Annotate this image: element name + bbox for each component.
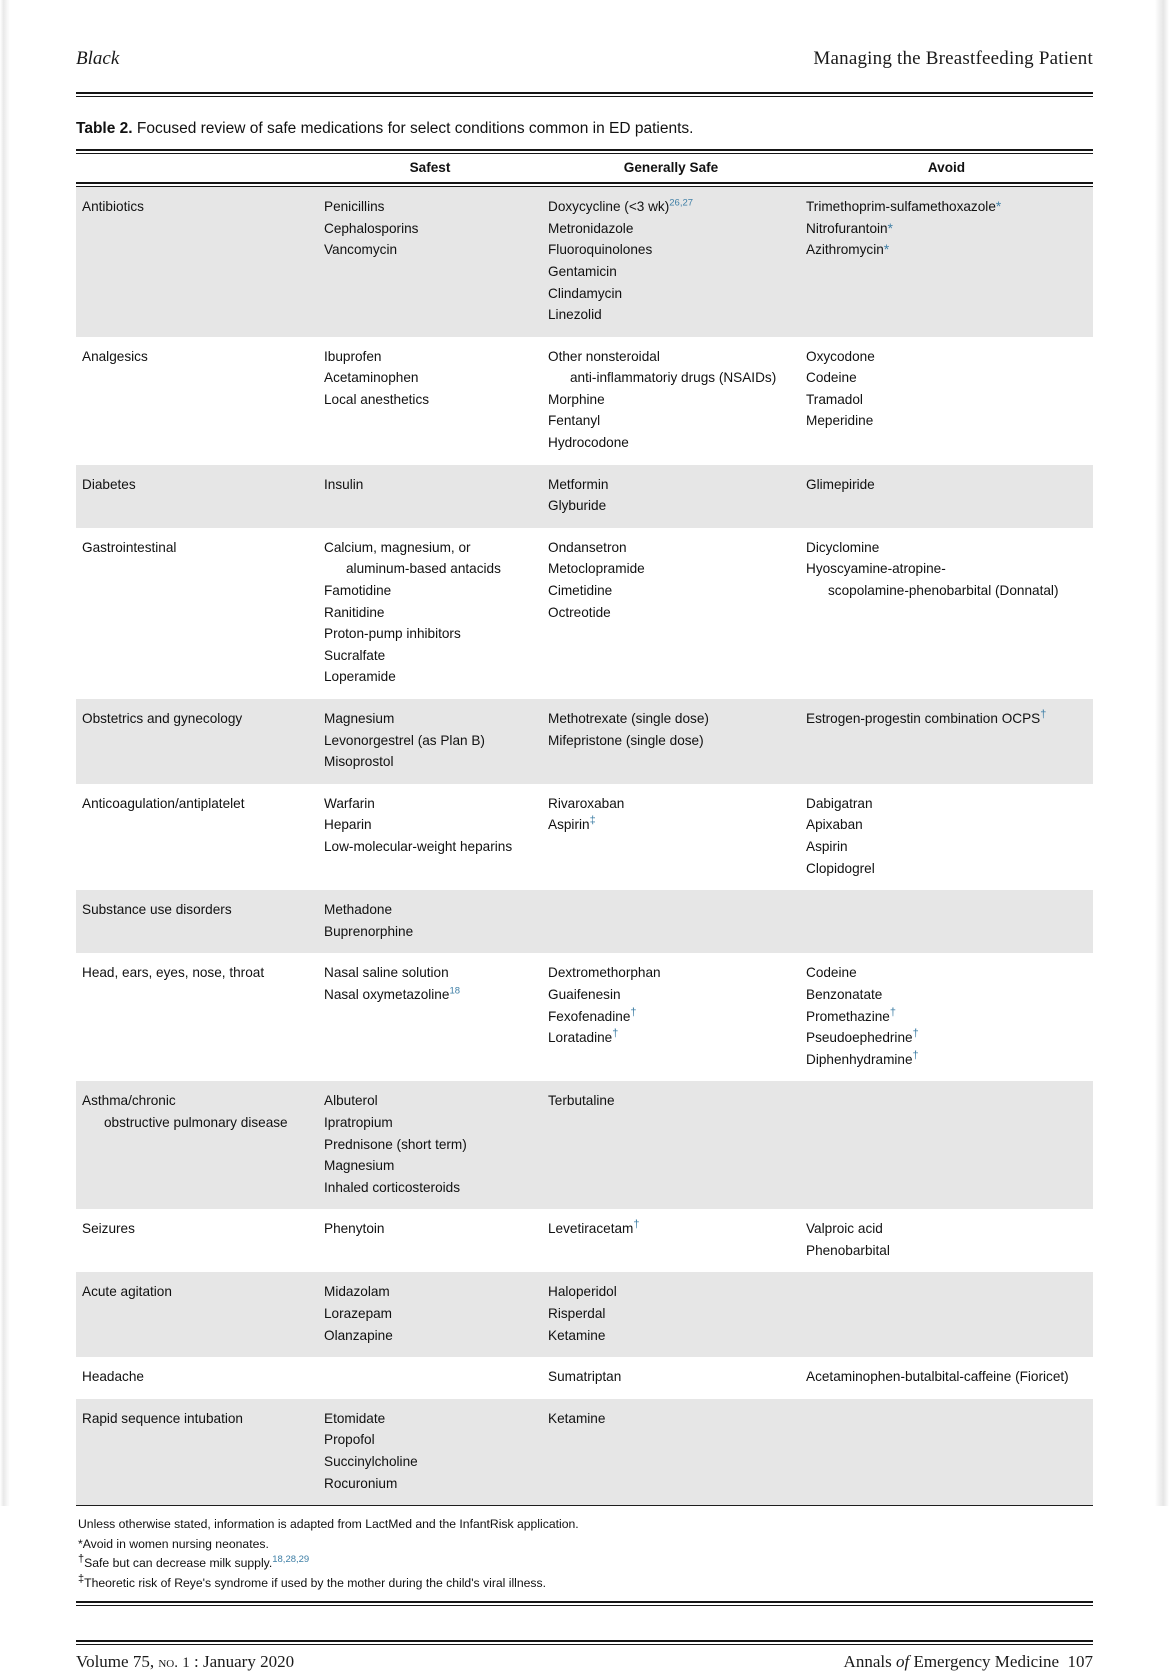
medication-item: Loperamide <box>324 669 396 685</box>
medication-item: Levonorgestrel (as Plan B) <box>324 732 485 748</box>
medication-item: Phenobarbital <box>806 1242 890 1258</box>
footnote-marker: * <box>887 220 893 236</box>
medication-item: Midazolam <box>324 1284 390 1300</box>
footnote-marker: † <box>612 1027 619 1040</box>
avoid-cell <box>800 1209 1093 1272</box>
medication-item: Loratadine† <box>548 1027 619 1046</box>
medication-item: Ketamine <box>548 1410 606 1426</box>
table-row <box>76 953 1093 1081</box>
avoid-cell <box>800 1081 1093 1209</box>
medication-item: Vancomycin <box>324 242 398 258</box>
medication-item: Rivaroxaban <box>548 795 625 811</box>
medication-item: Guaifenesin <box>548 986 621 1002</box>
safest-cell <box>318 784 542 890</box>
medication-item: Cimetidine <box>548 583 613 599</box>
table-row <box>76 1209 1093 1272</box>
journal-name-of: of <box>895 1652 910 1672</box>
medication-item: Terbutaline <box>548 1093 615 1109</box>
medication-item: Low-molecular-weight heparins <box>324 838 513 854</box>
condition-label: Antibiotics <box>82 199 144 215</box>
footer-date: January 2020 <box>202 1652 295 1672</box>
safest-cell <box>318 1357 542 1399</box>
medication-item: Glimepiride <box>806 476 875 492</box>
condition-cell <box>76 784 318 890</box>
running-head-author: Black <box>76 48 120 69</box>
table-row <box>76 187 1093 337</box>
footer-separator: : <box>193 1652 199 1672</box>
table-row <box>76 465 1093 528</box>
footnote-doubledagger-text: Theoretic risk of Reye's syndrome if used by the mother during the child's viral illness. <box>84 1575 547 1590</box>
medications-table <box>76 154 1093 182</box>
avoid-cell <box>800 1399 1093 1505</box>
running-head <box>76 48 1093 92</box>
medication-item: Inhaled corticosteroids <box>324 1179 461 1195</box>
medication-item: Codeine <box>806 965 857 981</box>
medication-item: Octreotide <box>548 604 611 620</box>
safest-cell <box>318 1272 542 1357</box>
column-header-safest: Safest <box>409 160 451 176</box>
avoid-cell <box>800 890 1093 953</box>
medication-item: Ranitidine <box>324 604 385 620</box>
condition-label: Anticoagulation/antiplatelet <box>82 795 245 811</box>
footnote-marker: † <box>630 1006 637 1019</box>
condition-cell <box>76 465 318 528</box>
issue-number: 1 <box>182 1655 190 1672</box>
table-caption-text: Focused review of safe medications for select conditions common in ED patients. <box>136 120 694 137</box>
footnote-marker: † <box>1040 708 1047 721</box>
medication-item: Trimethoprim-sulfamethoxazole* <box>806 199 1002 215</box>
footnote-marker: † <box>912 1049 919 1062</box>
medication-item: Fexofenadine† <box>548 1006 637 1024</box>
safest-cell <box>318 953 542 1081</box>
medication-item: Other nonsteroidal <box>548 348 660 364</box>
medication-item: Doxycycline (<3 wk)$^{26,27}$ <box>548 197 694 215</box>
medication-item: Mifepristone (single dose) <box>548 732 704 748</box>
condition-label-cont: obstructive pulmonary disease <box>104 1114 288 1130</box>
medication-item: Levetiracetam† <box>548 1218 640 1237</box>
avoid-cell <box>800 1272 1093 1357</box>
footnote-asterisk-symbol: * <box>78 1536 83 1551</box>
condition-label: Gastrointestinal <box>82 539 177 555</box>
footnote-dagger <box>78 1554 1093 1574</box>
avoid-cell <box>800 953 1093 1081</box>
medication-item: Ibuprofen <box>324 348 382 364</box>
generally-safe-cell <box>542 784 800 890</box>
medication-item: Acetaminophen-butalbital-caffeine (Fioricet) <box>806 1369 1069 1385</box>
reference-superscript: 18 <box>449 985 461 997</box>
table-row <box>76 784 1093 890</box>
condition-label: Analgesics <box>82 348 148 364</box>
medication-item: Etomidate <box>324 1410 386 1426</box>
condition-label: Diabetes <box>82 476 136 492</box>
avoid-cell <box>800 784 1093 890</box>
table-row <box>76 528 1093 699</box>
generally-safe-cell <box>542 1272 800 1357</box>
volume-number: 75, <box>132 1652 155 1672</box>
condition-label: Seizures <box>82 1221 135 1237</box>
footnote-source: Unless otherwise stated, information is adapted from LactMed and the InfantRisk application. <box>78 1517 579 1532</box>
medication-item: Metronidazole <box>548 220 634 236</box>
medication-item: Azithromycin* <box>806 242 890 258</box>
medication-item: Acetaminophen <box>324 370 419 386</box>
medication-item: Fluoroquinolones <box>548 242 653 258</box>
medication-item: Ipratropium <box>324 1114 393 1130</box>
medication-item: Proton-pump inhibitors <box>324 626 461 642</box>
table-body <box>76 187 1093 1505</box>
medication-item: Gentamicin <box>548 263 617 279</box>
table-row <box>76 1272 1093 1357</box>
footnote-dagger-refs: 18,28,29 <box>272 1554 310 1566</box>
condition-cell <box>76 528 318 699</box>
journal-name-part2: Emergency Medicine <box>913 1652 1059 1672</box>
medication-item: Metoclopramide <box>548 561 645 577</box>
condition-cell <box>76 890 318 953</box>
medication-item: anti-inflammatoriy drugs (NSAIDs) <box>570 370 777 386</box>
column-header-avoid: Avoid <box>927 160 966 176</box>
footnote-marker: † <box>912 1027 919 1040</box>
medication-item: Albuterol <box>324 1093 378 1109</box>
generally-safe-cell <box>542 1209 800 1272</box>
medication-item: Promethazine† <box>806 1006 896 1024</box>
generally-safe-cell <box>542 953 800 1081</box>
medication-item: Clopidogrel <box>806 860 875 876</box>
condition-cell <box>76 1081 318 1209</box>
avoid-cell <box>800 528 1093 699</box>
medication-item: Prednisone (short term) <box>324 1136 467 1152</box>
medication-item: Cephalosporins <box>324 220 419 236</box>
generally-safe-cell <box>542 699 800 784</box>
medication-item: Benzonatate <box>806 986 883 1002</box>
safest-cell <box>318 528 542 699</box>
medication-item: Dabigatran <box>806 795 873 811</box>
condition-label: Obstetrics and gynecology <box>82 711 243 727</box>
condition-cell <box>76 1357 318 1399</box>
column-header-condition <box>76 154 318 182</box>
generally-safe-cell <box>542 1357 800 1399</box>
generally-safe-cell <box>542 1399 800 1505</box>
medication-item: Penicillins <box>324 199 385 215</box>
medication-item: Haloperidol <box>548 1284 617 1300</box>
medication-item: Dicyclomine <box>806 539 880 555</box>
condition-label: Acute agitation <box>82 1284 172 1300</box>
condition-label: Rapid sequence intubation <box>82 1410 243 1426</box>
medication-item: Estrogen-progestin combination OCPS† <box>806 708 1047 727</box>
medication-item: Heparin <box>324 817 372 833</box>
medication-item: Oxycodone <box>806 348 875 364</box>
medication-item: Ondansetron <box>548 539 627 555</box>
medication-item: Sucralfate <box>324 647 386 663</box>
footnote-doubledagger <box>78 1574 1093 1594</box>
page-number: 107 <box>1067 1652 1093 1672</box>
condition-label: Headache <box>82 1369 144 1385</box>
footnote-marker: * <box>883 242 890 258</box>
safest-cell <box>318 1399 542 1505</box>
condition-label: Asthma/chronic <box>82 1093 176 1109</box>
medication-item: scopolamine-phenobarbital (Donnatal) <box>828 583 1059 599</box>
medication-item: Nasal saline solution <box>324 965 449 981</box>
no-label: no. <box>158 1655 178 1672</box>
medication-item: Magnesium <box>324 711 395 727</box>
medication-item: Clindamycin <box>548 285 623 301</box>
generally-safe-cell <box>542 890 800 953</box>
footnote-dagger-text: Safe but can decrease milk supply. <box>84 1556 273 1571</box>
condition-cell <box>76 1399 318 1505</box>
generally-safe-cell <box>542 187 800 337</box>
medication-item: Local anesthetics <box>324 391 430 407</box>
table-row <box>76 699 1093 784</box>
medication-item: Meperidine <box>806 413 874 429</box>
avoid-cell <box>800 699 1093 784</box>
medication-item: Lorazepam <box>324 1306 393 1322</box>
medication-item: Olanzapine <box>324 1327 393 1343</box>
page-content <box>76 0 1093 1680</box>
medication-item: Nasal oxymetazoline$^{18}$ <box>324 985 461 1002</box>
condition-cell <box>76 1209 318 1272</box>
medication-item: Glyburide <box>548 498 607 514</box>
volume-word: Volume <box>76 1652 129 1672</box>
condition-cell <box>76 1272 318 1357</box>
table-head <box>76 154 1093 182</box>
footnote-asterisk <box>78 1535 1093 1555</box>
generally-safe-cell <box>542 337 800 465</box>
medication-item: Aspirin <box>806 838 848 854</box>
medication-item: Ketamine <box>548 1327 606 1343</box>
safest-cell <box>318 890 542 953</box>
medication-item: Metformin <box>548 476 609 492</box>
footnotes-bottom-rule <box>76 1601 1093 1606</box>
page-footer <box>76 1640 1093 1680</box>
medication-item: Morphine <box>548 391 605 407</box>
page-footer-journal <box>844 1652 1093 1672</box>
medication-item: Famotidine <box>324 583 392 599</box>
medication-item: Buprenorphine <box>324 923 414 939</box>
safest-cell <box>318 699 542 784</box>
generally-safe-cell <box>542 465 800 528</box>
avoid-cell <box>800 1357 1093 1399</box>
medication-item: Phenytoin <box>324 1221 385 1237</box>
medication-item: Insulin <box>324 476 364 492</box>
avoid-cell <box>800 187 1093 337</box>
medication-item: Methotrexate (single dose) <box>548 711 709 727</box>
safest-cell <box>318 1209 542 1272</box>
medication-item: Hydrocodone <box>548 435 629 451</box>
table-caption <box>76 97 1093 149</box>
medication-item: Succinylcholine <box>324 1454 418 1470</box>
table-row <box>76 890 1093 953</box>
medication-item: Diphenhydramine† <box>806 1049 919 1067</box>
avoid-cell <box>800 465 1093 528</box>
table-row <box>76 1357 1093 1399</box>
medication-item: Risperdal <box>548 1306 606 1322</box>
medication-item: Magnesium <box>324 1158 395 1174</box>
column-header-generally-safe: Generally Safe <box>623 160 719 176</box>
medication-item: Sumatriptan <box>548 1369 622 1385</box>
table-header-row <box>76 154 1093 182</box>
table-row <box>76 1399 1093 1505</box>
medication-item: Misoprostol <box>324 754 394 770</box>
medication-item: aluminum-based antacids <box>346 561 501 577</box>
journal-name-part1: Annals <box>843 1652 892 1672</box>
table-row <box>76 1081 1093 1209</box>
page-footer-rule <box>76 1640 1093 1645</box>
safest-cell <box>318 337 542 465</box>
condition-label: Substance use disorders <box>82 902 232 918</box>
generally-safe-cell <box>542 1081 800 1209</box>
medication-item: Dextromethorphan <box>548 965 661 981</box>
medication-item: Aspirin‡ <box>548 814 596 833</box>
medication-item: Methadone <box>324 902 393 918</box>
avoid-cell <box>800 337 1093 465</box>
medications-table-body <box>76 187 1093 1505</box>
running-head-title: Managing the Breastfeeding Patient <box>813 48 1093 69</box>
condition-cell <box>76 337 318 465</box>
reference-superscript: 26,27 <box>669 197 694 209</box>
medication-item: Codeine <box>806 370 857 386</box>
table-row <box>76 337 1093 465</box>
medication-item: Warfarin <box>324 795 375 811</box>
condition-cell <box>76 699 318 784</box>
footnote-marker: ‡ <box>589 814 596 827</box>
footnote-marker: † <box>633 1218 640 1231</box>
footnote-doubledagger-symbol: ‡ <box>78 1572 85 1585</box>
medication-item: Tramadol <box>806 391 863 407</box>
footnote-asterisk-text: Avoid in women nursing neonates. <box>82 1536 269 1551</box>
safest-cell <box>318 187 542 337</box>
page-footer-volume <box>76 1652 294 1672</box>
safest-cell <box>318 465 542 528</box>
table-footnotes <box>76 1506 1093 1601</box>
medication-item: Valproic acid <box>806 1221 883 1237</box>
medication-item: Apixaban <box>806 817 863 833</box>
footnote-marker: † <box>889 1006 896 1019</box>
safest-cell <box>318 1081 542 1209</box>
condition-label: Head, ears, eyes, nose, throat <box>82 965 265 981</box>
medication-item: Calcium, magnesium, or <box>324 539 471 555</box>
footnote-marker: * <box>995 199 1002 215</box>
medication-item: Propofol <box>324 1432 375 1448</box>
condition-cell <box>76 187 318 337</box>
table-caption-label: Table 2. <box>76 120 133 137</box>
medication-item: Nitrofurantoin* <box>806 220 893 236</box>
medication-item: Rocuronium <box>324 1475 398 1491</box>
footnote-dagger-symbol: † <box>78 1553 85 1566</box>
medication-item: Pseudoephedrine† <box>806 1027 919 1046</box>
medication-item: Fentanyl <box>548 413 601 429</box>
generally-safe-cell <box>542 528 800 699</box>
medication-item: Hyoscyamine-atropine- <box>806 561 946 577</box>
medication-item: Linezolid <box>548 307 602 323</box>
condition-cell <box>76 953 318 1081</box>
